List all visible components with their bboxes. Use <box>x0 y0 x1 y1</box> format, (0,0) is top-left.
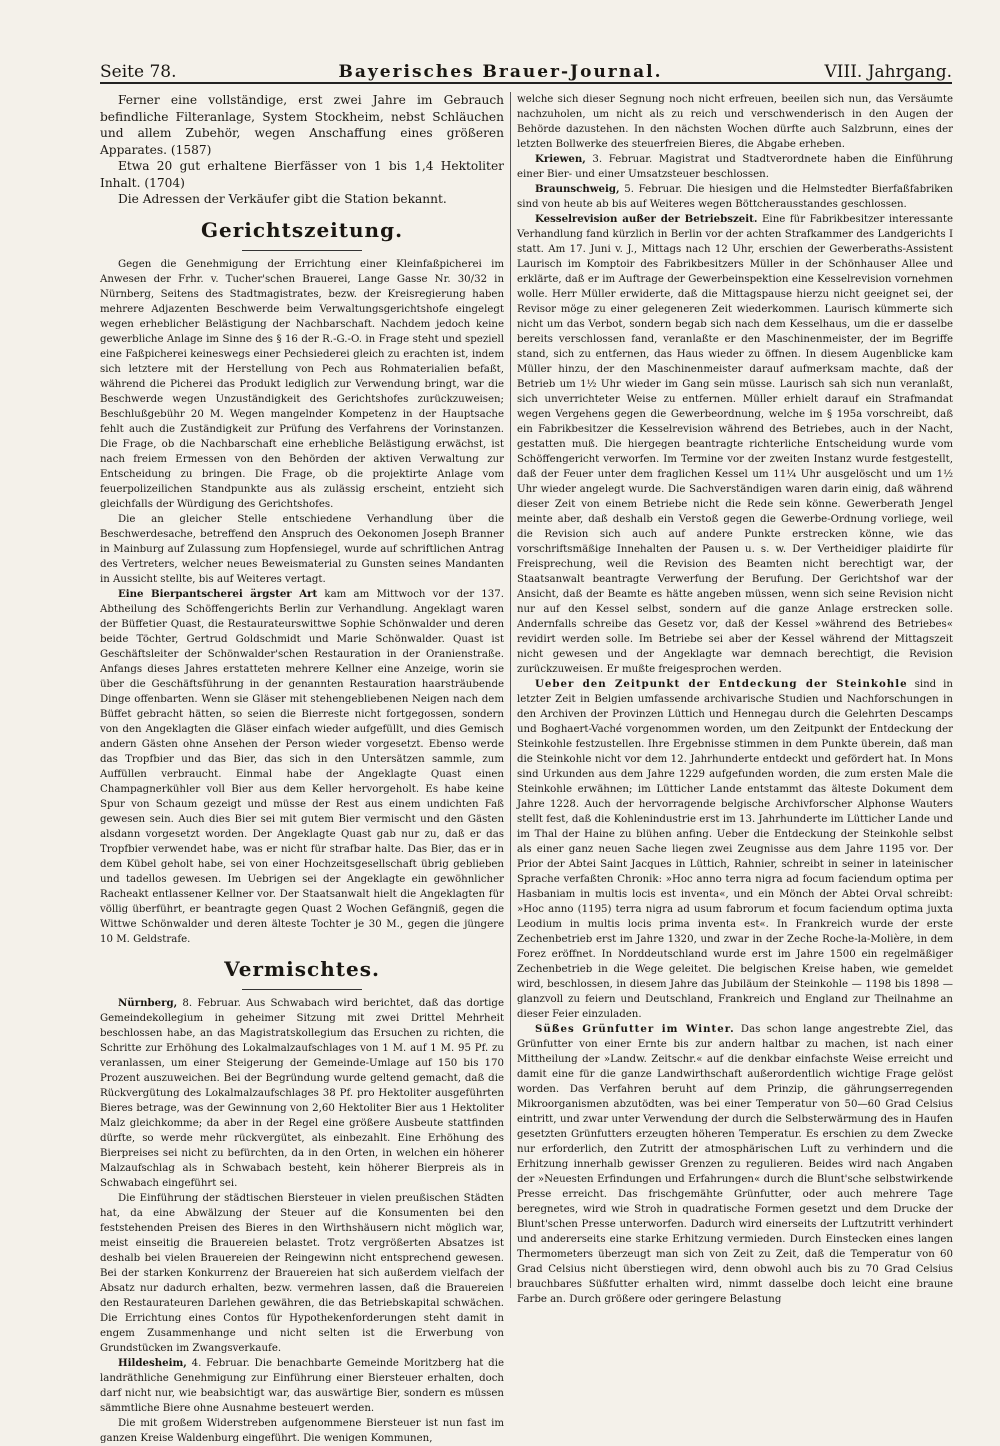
court-paragraph-2: Die an gleicher Stelle entschiedene Verhandlung über die Beschwerdesache, betreffend den Anspruch des Oekonomen Joseph Branner in Mainburg auf Zulassung zum Hopfensiegel, wurde auf schriftlichen Antrag des Vertreters, welcher neues Beweismaterial zu Gunsten seines Mandanten in Aussicht stellte, bis auf Weiteres vertagt. <box>100 513 504 585</box>
misc-paragraph-3: Hildesheim, 4. Februar. Die benachbarte Gemeinde Moritzberg hat die landräthliche Genehmigung zur Einführung einer Biersteuer erhalten, doch darf nicht nur, wie beabsichtigt war, das auswärtige Bier, sondern es müssen sämmtliche Biere ohne Ausnahme besteuert werden. <box>100 1356 504 1414</box>
right-paragraph-0: welche sich dieser Segnung noch nicht erfreuen, beeilen sich nun, das Versäumte nachzuholen, um nicht als zu reich und verschwenderisch in den Augen der Behörde dazustehen. In den nächsten Wochen dürfte auch Salzbrunn, eines der letzten Bollwerke des steuerfreien Bieres, die Abgabe erheben. <box>517 94 953 150</box>
ad-address-note: Die Adressen der Verkäufer gibt die Station bekannt. <box>118 192 447 206</box>
right-paragraph-4: Ueber den Zeitpunkt der Entdeckung der Steinkohle sind in letzter Zeit in Belgien umfassende archivarische Studien und Nachforschungen in den Archiven der Provinzen Lüttich und Hennegau durch die Gelehrten Descamps und Boghaert-Vaché vorgenommen worden, um den Zeitpunkt der Entdeckung der Steinkohle festzustellen. Ihre Ergebnisse stimmen in dem Punkte überein, daß man die Steinkohle nicht vor dem 12. Jahrhunderte entdeckt und gefördert hat. In Mons sind Urkunden aus dem Jahre 1229 aufgefunden worden, die zum ersten Male die Steinkohle erwähnen; im Lütticher Lande entstammt das älteste Dokument dem Jahre 1228. Auch der hervorragende belgische Archivforscher Alphonse Wauters stellt fest, daß die Kohlenindustrie erst im 13. Jahrhunderte im Lütticher Lande und im Thal der Haine zu blühen anfing. Ueber die Entdeckung der Steinkohle selbst als einer ganz neuen Sache liegen zwei Zeugnisse aus dem Jahre 1195 vor. Der Prior der Abtei Saint Jacques in Lüttich, Rahnier, schreibt in seiner in lateinischer Sprache verfaßten Chronik: »Hoc anno terra nigra ad focum faciendum optima per Hasbaniam in multis locis est inventa«, und ein Mönch der Abtei Orval schreibt: »Hoc anno (1195) terra nigra ad usum fabrorum et focum faciendum optima juxta Leodium in multis locis prima inventa est«. In Frankreich wurde der erste Zechenbetrieb erst im Jahre 1320, und zwar in der Zeche Roche-la-Molière, in dem Forez eröffnet. In Norddeutschland wurde erst im Jahre 1500 ein regelmäßiger Zechenbetrieb in die Wege geleitet. Die belgischen Kreise haben, wie gemeldet wird, beschlossen, in diesem Jahre das Jubiläum der Steinkohle — 1198 bis 1898 — glanzvoll zu feiern und Deutschland, Frankreich und England zur Theilnahme an dieser Feier einzuladen. <box>517 678 953 1020</box>
right-paragraph-3: Kesselrevision außer der Betriebszeit. Eine für Fabrikbesitzer interessante Verhandlung fand kürzlich in Berlin vor der achten Strafkammer des Landgerichts I statt. Am 17. Juni v. J., Mittags nach 12 Uhr, erschien der Gewerberaths-Assistent Laurisch im Komptoir des Fabrikbesitzers Müller in der Schönhauser Allee und erklärte, daß er im Auftrage der Gewerbeinspektion eine Kesselrevision vornehmen wolle. Herr Müller erwiderte, daß die Mittagspause hierzu nicht geeignet sei, der Revisor möge zu einer gelegeneren Zeit wiederkommen. Laurisch kümmerte sich nicht um das Verbot, sondern begab sich nach dem Kesselhaus, um die er dasselbe bereits verschlossen fand, veranlaßte er den Maschinenmeister, der im Begriffe stand, sich zu entfernen, das Haus wieder zu öffnen. In diesem Augenblicke kam Müller hinzu, der den Maschinenmeister darauf aufmerksam machte, daß der Betrieb um 1½ Uhr wieder im Gang sein müsse. Laurisch sah sich nun veranlaßt, sich unverrichteter Weise zu entfernen. Müller erhielt darauf ein Strafmandat wegen Vergehens gegen die Gewerbeordnung, welche im § 195a vorschreibt, daß ein Fabrikbesitzer die Kesselrevision während des Betriebes, auch in der Nacht, gestatten muß. Die hiergegen beantragte richterliche Entscheidung wurde vom Schöffengericht verworfen. Im Termine vor der zweiten Instanz wurde festgestellt, daß der Feuer unter dem fraglichen Kessel um 11¼ Uhr ausgelöscht und um 1½ Uhr wieder angelegt wurde. Die Sachverständigen waren darin einig, daß während dieser Zeit von einem Betriebe nicht die Rede sein könne. Gewerberath Jengel meinte aber, daß deshalb ein Verstoß gegen die Gewerbe-Ordnung vorliege, weil die Revision sich auch auf andere Punkte erstrecken könne, wie das vorschriftsmäßige Innehalten der Pausen u. s. w. Der Vertheidiger plaidirte für Freisprechung, weil die Revision des Beamten nicht berechtigt war, der Staatsanwalt beantragte Verwerfung der Berufung. Der Gerichtshof war der Ansicht, daß der Beamte es hätte angeben müssen, wenn sich seine Revision nicht nur auf den Kessel selbst, sondern auf die ganze Anlage erstrecken solle. Andernfalls schreibe das Gesetz vor, daß der Kessel »während des Betriebes« revidirt werden solle. Im Betriebe sei aber der Kessel während der Mittagszeit nicht gewesen und der Angeklagte war demnach berechtigt, die Revision zurückzuweisen. Er mußte freigesprochen werden. <box>517 213 953 675</box>
heading-rule <box>242 250 362 251</box>
ad-barrels: Etwa 20 gut erhaltene Bierfässer von 1 bis 1,4 Hektoliter Inhalt. (1704) <box>100 159 504 190</box>
section-heading-misc: Vermischtes. <box>224 956 380 981</box>
right-paragraph-2: Braunschweig, 5. Februar. Die hiesigen und die Helmstedter Bierfaßfabriken sind von heute ab bis auf Weiteres wegen Böttcherausstandes geschlossen. <box>517 183 953 210</box>
right-paragraph-1: Kriewen, 3. Februar. Magistrat und Stadtverordnete haben die Einführung einer Bier- und einer Umsatzsteuer beschlossen. <box>517 153 953 180</box>
misc-paragraph-2: Die Einführung der städtischen Biersteuer in vielen preußischen Städten hat, da eine Abwälzung der Steuer auf die Konsumenten bei den feststehenden Preisen des Bieres in den Wirthshäusern nicht möglich war, meist einseitig die Brauereien belastet. Trotz vergrößerten Absatzes ist deshalb bei vielen Brauereien der Reingewinn nicht entsprechend gewesen. Bei der starken Konkurrenz der Brauereien hat sich außerdem vielfach der Absatz nur dadurch erhalten, bezw. vermehren lassen, daß die Brauereien den Restaurateuren Darlehen gewähren, die das Betriebskapital schwächen. Die Errichtung eines Contos für Hypothekenforderungen steht damit in engem Zusammenhange und nicht selten ist die Erwerbung von Grundstücken im Zwangsverkaufe. <box>100 1192 504 1354</box>
ad-filter: Ferner eine vollständige, erst zwei Jahre im Gebrauch befindliche Filteranlage, System Stockheim, nebst Schläuchen und allem Zubehör, wegen Anschaffung eines größeren Apparates. (1587) <box>100 93 504 157</box>
misc-paragraph-1: Nürnberg, 8. Februar. Aus Schwabach wird berichtet, daß das dortige Gemeindekollegium in geheimer Sitzung mit zwei Drittel Mehrheit beschlossen habe, an das Magistratskollegium das Ersuchen zu richten, die Schritte zur Erhöhung des Lokalmalzaufschlages von 1 M. auf 1 M. 95 Pf. zu veranlassen, um einer Steigerung der Gemeinde-Umlage auf 150 bis 170 Prozent auszuweichen. Bei der Begründung wurde geltend gemacht, daß die Rückvergütung des Lokalmalzaufschlages 38 Pf. pro Hektoliter ausgeführten Bieres betrage, was der Gewinnung von 2,60 Hektoliter Bier aus 1 Hektoliter Malz gleichkomme; da aber in der Regel eine größere Ausbeute stattfinden dürfte, so werde mehr rückvergütet, als einbezahlt. Eine Erhöhung des Bierpreises sei nicht zu befürchten, da in den Orten, in welchen ein höherer Malzaufschlag als in Schwabach besteht, kein höherer Bierpreis als in Schwabach eingeführt sei. <box>100 996 504 1189</box>
left-column <box>100 92 504 1444</box>
court-paragraph-1: Gegen die Genehmigung der Errichtung einer Kleinfaßpicherei im Anwesen der Frhr. v. Tucher'schen Brauerei, Lange Gasse Nr. 30/32 in Nürnberg, Seitens des Stadtmagistrates, bezw. der Kreisregierung haben mehrere Adjazenten Beschwerde beim Verwaltungsgerichtshofe eingelegt wegen erheblicher Belästigung der Nachbarschaft. Nachdem jedoch keine gewerbliche Anlage im Sinne des § 16 der R.-G.-O. in Frage steht und speziell eine Faßpicherei keineswegs einer Pechsiederei gleich zu erachten ist, indem sich letztere mit der Herstellung von Pech aus Rohmaterialien befaßt, während die Picherei das Produkt lediglich zur Verwendung bringt, war die Beschwerde wegen Unzuständigkeit des Gerichtshofes zurückzuweisen; Beschlußgebühr 20 M. Wegen mangelnder Kompetenz in der Hauptsache fehlt auch die Zuständigkeit zur Prüfung des Verfahrens der Vorinstanzen. Die Frage, ob die Nachbarschaft eine erhebliche Belästigung erwächst, ist nach freiem Ermessen von den Behörden der aktiven Verwaltung zur Entscheidung zu bringen. Die Frage, ob die projektirte Anlage vom feuerpolizeilichen Standpunkte aus als zulässig erscheint, entzieht sich gleichfalls der Würdigung des Gerichtshofes. <box>100 258 504 510</box>
volume-label: VIII. Jahrgang. <box>824 62 952 82</box>
right-paragraph-5: Süßes Grünfutter im Winter. Das schon lange angestrebte Ziel, das Grünfutter von einer Ernte bis zur andern haltbar zu machen, ist nach einer Mittheilung der »Landw. Zeitschr.« auf die denkbar einfachste Weise erreicht und damit eine für die ganze Landwirthschaft außerordentlich wichtige Frage gelöst worden. Das Verfahren beruht auf dem Prinzip, die gährungserregenden Mikroorganismen abzutödten, was bei einer Temperatur von 50—60 Grad Celsius eintritt, und zwar unter Verwendung der durch die Selbsterwärmung des in Haufen gesetzten Grünfutters erzeugten höheren Temperatur. Es erschien zu dem Zwecke nur erforderlich, den Zutritt der atmosphärischen Luft zu verhindern und die Erhitzung innerhalb gewisser Grenzen zu regulieren. Beides wird nach Angaben der »Neuesten Erfindungen und Erfahrungen« durch die Blunt'sche selbstwirkende Presse erreicht. Das frischgemähte Grünfutter, oder auch mehrere Tage beregnetes, wird wie Stroh in quadratische Formen gesetzt und dem Drucke der Blunt'schen Presse unterworfen. Dadurch wird einerseits der Luftzutritt verhindert und andererseits eine starke Erhitzung vermieden. Durch Einstecken eines langen Thermometers überzeugt man sich von Zeit zu Zeit, daß die Temperatur von 60 Grad Celsius nicht überstiegen wird, denn obwohl auch bis zu 70 Grad Celsius brauchbares Süßfutter erhalten wird, nimmt dasselbe doch leicht eine braune Farbe an. Durch größere oder geringere Belastung <box>517 1023 953 1305</box>
court-paragraph-3: Eine Bierpantscherei ärgster Art kam am Mittwoch vor der 137. Abtheilung des Schöffengerichts Berlin zur Verhandlung. Angeklagt waren der Büffetier Quast, die Restaurateurswittwe Sophie Schönwalder und deren beide Töchter, Gertrud Goldschmidt und Marie Schönwalder. Quast ist Geschäftsleiter der Schönwalder'schen Restauration in der Oranienstraße. Anfangs dieses Jahres erstatteten mehrere Kellner eine Anzeige, worin sie über die Geschäftsführung in der genannten Restauration haarsträubende Dinge offenbarten. Wenn sie Gläser mit stehengebliebenen Neigen nach dem Büffet gebracht hätten, so seien die Bierreste nicht fortgegossen, sondern von den Angeklagten die Gläser einfach wieder aufgefüllt, und dies Gemisch andern Gästen ohne Ansehen der Person wieder vorgesetzt. Ebenso werde das Tropfbier und das Bier, das sich in den Untersätzen sammle, zum Auffüllen verbraucht. Einmal habe der Angeklagte Quast einen Champagnerkühler voll Bier aus dem Keller hervorgeholt. Es habe keine Spur von Schaum gezeigt und müsse der Rest aus einem undichten Faß gewesen sein. Auch dies Bier sei mit gutem Bier vermischt und den Gästen alsdann vorgesetzt worden. Der Angeklagte Quast gab nur zu, daß er das Tropfbier verwendet habe, was er nicht für strafbar halte. Das Bier, das er in dem Kübel geholt habe, sei von einer Hochzeitsgesellschaft übrig geblieben und tadellos gewesen. Im Uebrigen sei der Angeklagte ein gewöhnlicher Racheakt entlassener Kellner vor. Der Staatsanwalt hielt die Angeklagten für völlig überführt, er beantragte gegen Quast 2 Wochen Gefängniß, gegen die Wittwe Schönwalder und deren älteste Tochter je 30 M., gegen die jüngere 10 M. Geldstrafe. <box>100 587 504 945</box>
right-column <box>517 92 953 1305</box>
classified-ads <box>100 92 504 208</box>
column-divider <box>510 92 511 1288</box>
page-number: Seite 78. <box>100 62 177 82</box>
heading-rule <box>242 989 362 990</box>
misc-paragraph-4: Die mit großem Widerstreben aufgenommene Biersteuer ist nun fast im ganzen Kreise Waldenburg eingeführt. Die wenigen Kommunen, <box>100 1417 504 1444</box>
page-header <box>100 56 952 84</box>
journal-title: Bayerisches Brauer-Journal. <box>338 62 663 82</box>
section-heading-court: Gerichtszeitung. <box>200 217 404 242</box>
